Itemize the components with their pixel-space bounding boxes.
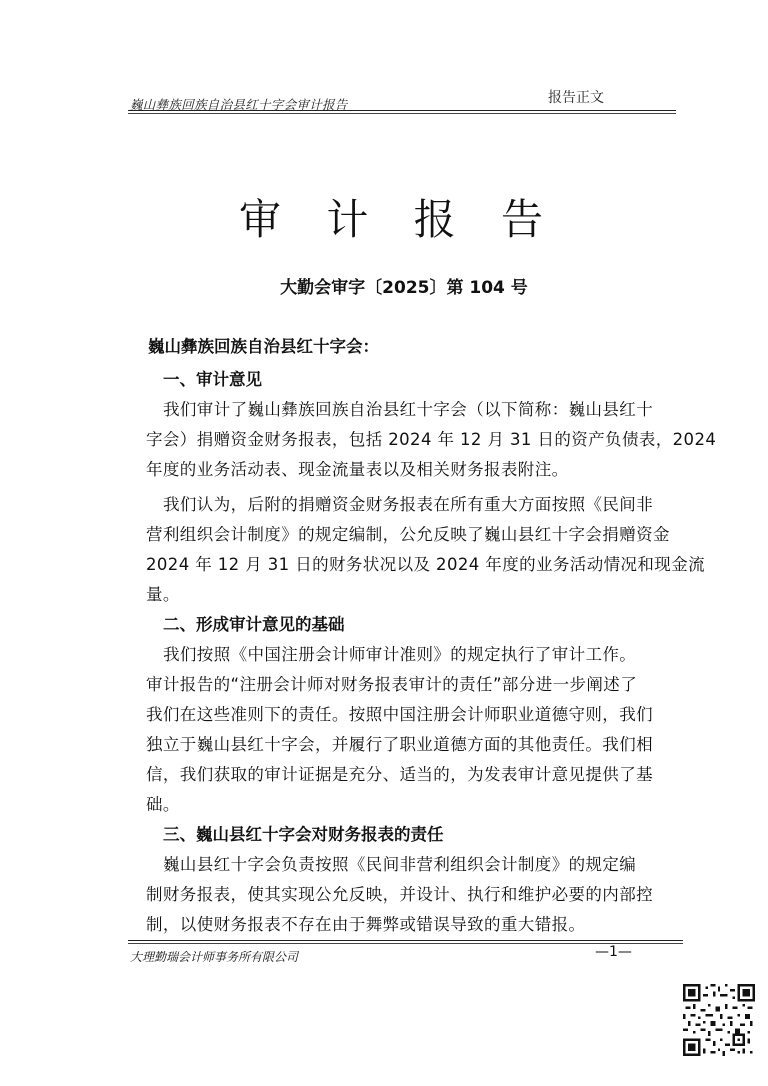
header-right-label: 报告正文 [548,90,604,106]
paragraph-line: 审计报告的“注册会计师对财务报表审计的责任”部分进一步阐述了 [146,675,638,694]
footer-firm-name: 大理勤瑞会计师事务所有限公司 [130,950,299,964]
section-1-heading: 一、审计意见 [163,370,262,389]
footer-rule [128,940,683,941]
paragraph-line: 我们按照《中国注册会计师审计准则》的规定执行了审计工作。 [163,645,637,664]
paragraph-line: 量。 [146,585,180,604]
paragraph-line: 巍山县红十字会负责按照《民间非营利组织会计制度》的规定编 [163,855,637,874]
page-number: —1— [595,944,632,960]
page-title: 审 计 报 告 [238,195,560,244]
paragraph-line: 年度的业务活动表、现金流量表以及相关财务报表附注。 [146,460,569,479]
section-2-heading: 二、形成审计意见的基础 [163,615,345,634]
paragraph-line: 营利组织会计制度》的规定编制，公允反映了巍山县红十字会捐赠资金 [146,525,670,544]
section-3-heading: 三、巍山县红十字会对财务报表的责任 [163,825,444,844]
paragraph-line: 我们审计了巍山彝族回族自治县红十字会（以下简称：巍山县红十 [163,400,654,419]
paragraph-line: 制，以使财务报表不存在由于舞弊或错误导致的重大错报。 [146,915,586,934]
paragraph-line: 2024 年 12 月 31 日的财务状况以及 2024 年度的业务活动情况和现金流 [146,555,705,574]
qr-code-icon [683,984,755,1056]
paragraph-line: 我们认为，后附的捐赠资金财务报表在所有重大方面按照《民间非 [163,495,654,514]
addressee: 巍山彝族回族自治县红十字会： [148,337,379,356]
header-left-title: 巍山彝族回族自治县红十字会审计报告 [130,97,348,112]
paragraph-line: 字会）捐赠资金财务报表，包括 2024 年 12 月 31 日的资产负债表，2024 [146,430,717,449]
paragraph-line: 制财务报表，使其实现公允反映，并设计、执行和维护必要的内部控 [146,885,653,904]
header-rule [128,110,676,111]
header-rule-2 [128,113,676,114]
paragraph-line: 独立于巍山县红十字会，并履行了职业道德方面的其他责任。我们相 [146,735,653,754]
paragraph-line: 础。 [146,795,180,814]
paragraph-line: 我们在这些准则下的责任。按照中国注册会计师职业道德守则，我们 [146,705,653,724]
paragraph-line: 信，我们获取的审计证据是充分、适当的，为发表审计意见提供了基 [146,765,653,784]
document-number: 大勤会审字〔2025〕第 104 号 [280,278,528,298]
